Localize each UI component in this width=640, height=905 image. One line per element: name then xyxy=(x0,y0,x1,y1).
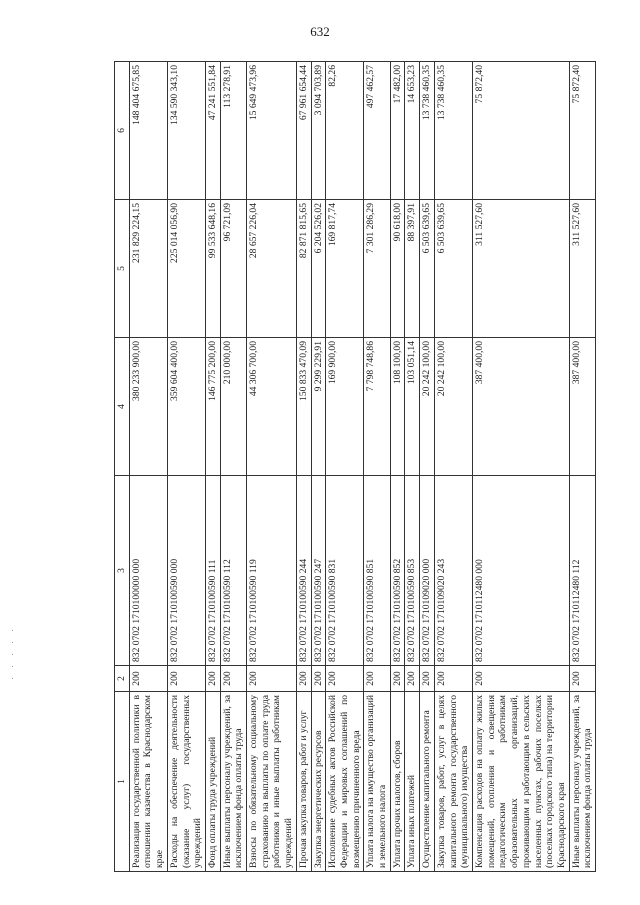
row-grbs-cell: 200 xyxy=(326,666,364,692)
row-col4-cell: 150 833 470,09 xyxy=(296,338,311,476)
row-name-cell: Компенсация расходов на оплату жилых помещений, отопления и освещения педагогическим работникам образовательных организаций, проживающим и работающим в сельских населенных пунктах, рабочих поселках (поселках городского типа) на территории Краснодарского края xyxy=(472,692,569,872)
header-col-4: 4 xyxy=(115,338,130,476)
row-name-cell: Уплата прочих налогов, сборов xyxy=(390,692,405,872)
row-col5-cell: 99 533 648,16 xyxy=(205,200,220,338)
row-col5-cell: 28 657 226,04 xyxy=(247,200,297,338)
row-col4-cell: 103 051,14 xyxy=(405,338,420,476)
row-code-cell: 832 0702 1710100590 112 xyxy=(220,476,246,666)
row-col5-cell: 7 301 286,29 xyxy=(364,200,390,338)
row-col6-cell: 3 094 703,89 xyxy=(311,62,326,200)
row-col4-cell: 387 400,00 xyxy=(472,338,569,476)
row-col4-cell: 9 299 229,91 xyxy=(311,338,326,476)
row-col5-cell: 311 527,60 xyxy=(472,200,569,338)
row-grbs-cell: 200 xyxy=(390,666,405,692)
table-body xyxy=(129,62,595,872)
row-code-cell: 832 0702 1710100000 000 xyxy=(129,476,167,666)
table-row xyxy=(220,62,246,872)
row-col5-cell: 6 503 639,65 xyxy=(434,200,472,338)
row-code-cell: 832 0702 1710100590 853 xyxy=(405,476,420,666)
row-code-cell: 832 0702 1710112480 000 xyxy=(472,476,569,666)
row-code-cell: 832 0702 1710100590 852 xyxy=(390,476,405,666)
row-col4-cell: 44 306 700,00 xyxy=(247,338,297,476)
row-col6-cell: 13 738 460,35 xyxy=(420,62,435,200)
row-col5-cell: 90 618,00 xyxy=(390,200,405,338)
header-col-1: 1 xyxy=(115,692,130,872)
row-col6-cell: 15 649 473,96 xyxy=(247,62,297,200)
scan-marks xyxy=(6,630,20,700)
row-code-cell: 832 0702 1710100590 831 xyxy=(326,476,364,666)
row-grbs-cell: 200 xyxy=(129,666,167,692)
table-row xyxy=(390,62,405,872)
row-name-cell: Фонд оплаты труда учреждений xyxy=(205,692,220,872)
row-grbs-cell: 200 xyxy=(420,666,435,692)
table-row xyxy=(405,62,420,872)
row-name-cell: Уплата иных платежей xyxy=(405,692,420,872)
page-number: 632 xyxy=(310,24,330,39)
row-col5-cell: 311 527,60 xyxy=(569,200,595,338)
table-row xyxy=(472,62,569,872)
row-name-cell: Расходы на обеспечение деятельности (оказание услуг) государственных учреждений xyxy=(167,692,205,872)
row-code-cell: 832 0702 1710100590 111 xyxy=(205,476,220,666)
row-code-cell: 832 0702 1710109020 000 xyxy=(420,476,435,666)
row-col6-cell: 75 872,40 xyxy=(569,62,595,200)
row-col4-cell: 108 100,00 xyxy=(390,338,405,476)
row-col6-cell: 75 872,40 xyxy=(472,62,569,200)
row-col4-cell: 20 242 100,00 xyxy=(420,338,435,476)
row-col6-cell: 148 404 675,85 xyxy=(129,62,167,200)
row-name-cell: Прочая закупка товаров, работ и услуг xyxy=(296,692,311,872)
row-col4-cell: 210 000,00 xyxy=(220,338,246,476)
row-col4-cell: 146 775 200,00 xyxy=(205,338,220,476)
row-col5-cell: 88 397,91 xyxy=(405,200,420,338)
row-name-cell: Реализация государственной политики в отношении казачества в Краснодарском крае xyxy=(129,692,167,872)
row-code-cell: 832 0702 1710100590 247 xyxy=(311,476,326,666)
row-col4-cell: 7 798 748,86 xyxy=(364,338,390,476)
table-row xyxy=(296,62,311,872)
row-col5-cell: 169 817,74 xyxy=(326,200,364,338)
table-row xyxy=(205,62,220,872)
rotated-table-area xyxy=(114,62,622,872)
row-col6-cell: 497 462,57 xyxy=(364,62,390,200)
row-col5-cell: 231 829 224,15 xyxy=(129,200,167,338)
row-grbs-cell: 200 xyxy=(205,666,220,692)
row-col6-cell: 13 738 460,35 xyxy=(434,62,472,200)
row-code-cell: 832 0702 1710100590 244 xyxy=(296,476,311,666)
header-col-6: 6 xyxy=(115,62,130,200)
table-row xyxy=(569,62,595,872)
rotated-table-container xyxy=(114,62,622,872)
row-grbs-cell: 200 xyxy=(311,666,326,692)
row-name-cell: Осуществление капитального ремонта xyxy=(420,692,435,872)
table-row xyxy=(129,62,167,872)
row-name-cell: Исполнение судебных актов Российской Федерации и мировых соглашений по возмещению причиненного вреда xyxy=(326,692,364,872)
budget-table xyxy=(114,61,596,872)
table-row xyxy=(247,62,297,872)
row-col5-cell: 225 014 056,90 xyxy=(167,200,205,338)
row-col4-cell: 387 400,00 xyxy=(569,338,595,476)
row-col6-cell: 14 653,23 xyxy=(405,62,420,200)
row-col5-cell: 6 503 639,65 xyxy=(420,200,435,338)
row-grbs-cell: 200 xyxy=(569,666,595,692)
row-col6-cell: 134 590 343,10 xyxy=(167,62,205,200)
table-row xyxy=(434,62,472,872)
row-code-cell: 832 0702 1710100590 851 xyxy=(364,476,390,666)
header-col-2: 2 xyxy=(115,666,130,692)
row-col4-cell: 359 604 400,00 xyxy=(167,338,205,476)
row-name-cell: Иные выплаты персоналу учреждений, за исключением фонда оплаты труда xyxy=(220,692,246,872)
row-col6-cell: 17 482,00 xyxy=(390,62,405,200)
row-grbs-cell: 200 xyxy=(167,666,205,692)
row-name-cell: Закупка энергетических ресурсов xyxy=(311,692,326,872)
header-col-3: 3 xyxy=(115,476,130,666)
table-row xyxy=(167,62,205,872)
row-col6-cell: 113 278,91 xyxy=(220,62,246,200)
header-col-5: 5 xyxy=(115,200,130,338)
row-col6-cell: 67 961 654,44 xyxy=(296,62,311,200)
row-code-cell: 832 0702 1710100590 000 xyxy=(167,476,205,666)
row-name-cell: Закупка товаров, работ, услуг в целях капитального ремонта государственного (муниципального) имущества xyxy=(434,692,472,872)
table-row xyxy=(364,62,390,872)
row-grbs-cell: 200 xyxy=(364,666,390,692)
row-col5-cell: 96 721,09 xyxy=(220,200,246,338)
table-row xyxy=(420,62,435,872)
row-col6-cell: 47 241 551,84 xyxy=(205,62,220,200)
row-code-cell: 832 0702 1710100590 119 xyxy=(247,476,297,666)
row-grbs-cell: 200 xyxy=(434,666,472,692)
row-col6-cell: 82,26 xyxy=(326,62,364,200)
row-col4-cell: 20 242 100,00 xyxy=(434,338,472,476)
row-grbs-cell: 200 xyxy=(220,666,246,692)
row-code-cell: 832 0702 1710112480 112 xyxy=(569,476,595,666)
row-code-cell: 832 0702 1710109020 243 xyxy=(434,476,472,666)
row-name-cell: Уплата налога на имущество организаций и земельного налога xyxy=(364,692,390,872)
row-name-cell: Иные выплаты персоналу учреждений, за исключением фонда оплаты труда xyxy=(569,692,595,872)
table-row xyxy=(311,62,326,872)
row-name-cell: Взносы по обязательному социальному страхованию на выплаты по оплате труда работников и иные выплаты работникам учреждений xyxy=(247,692,297,872)
row-grbs-cell: 200 xyxy=(247,666,297,692)
row-grbs-cell: 200 xyxy=(405,666,420,692)
row-col5-cell: 82 871 815,65 xyxy=(296,200,311,338)
row-grbs-cell: 200 xyxy=(472,666,569,692)
row-col5-cell: 6 204 526,02 xyxy=(311,200,326,338)
row-grbs-cell: 200 xyxy=(296,666,311,692)
row-col4-cell: 169 900,00 xyxy=(326,338,364,476)
table-row xyxy=(326,62,364,872)
table-header-row xyxy=(115,62,130,872)
row-col4-cell: 380 233 900,00 xyxy=(129,338,167,476)
